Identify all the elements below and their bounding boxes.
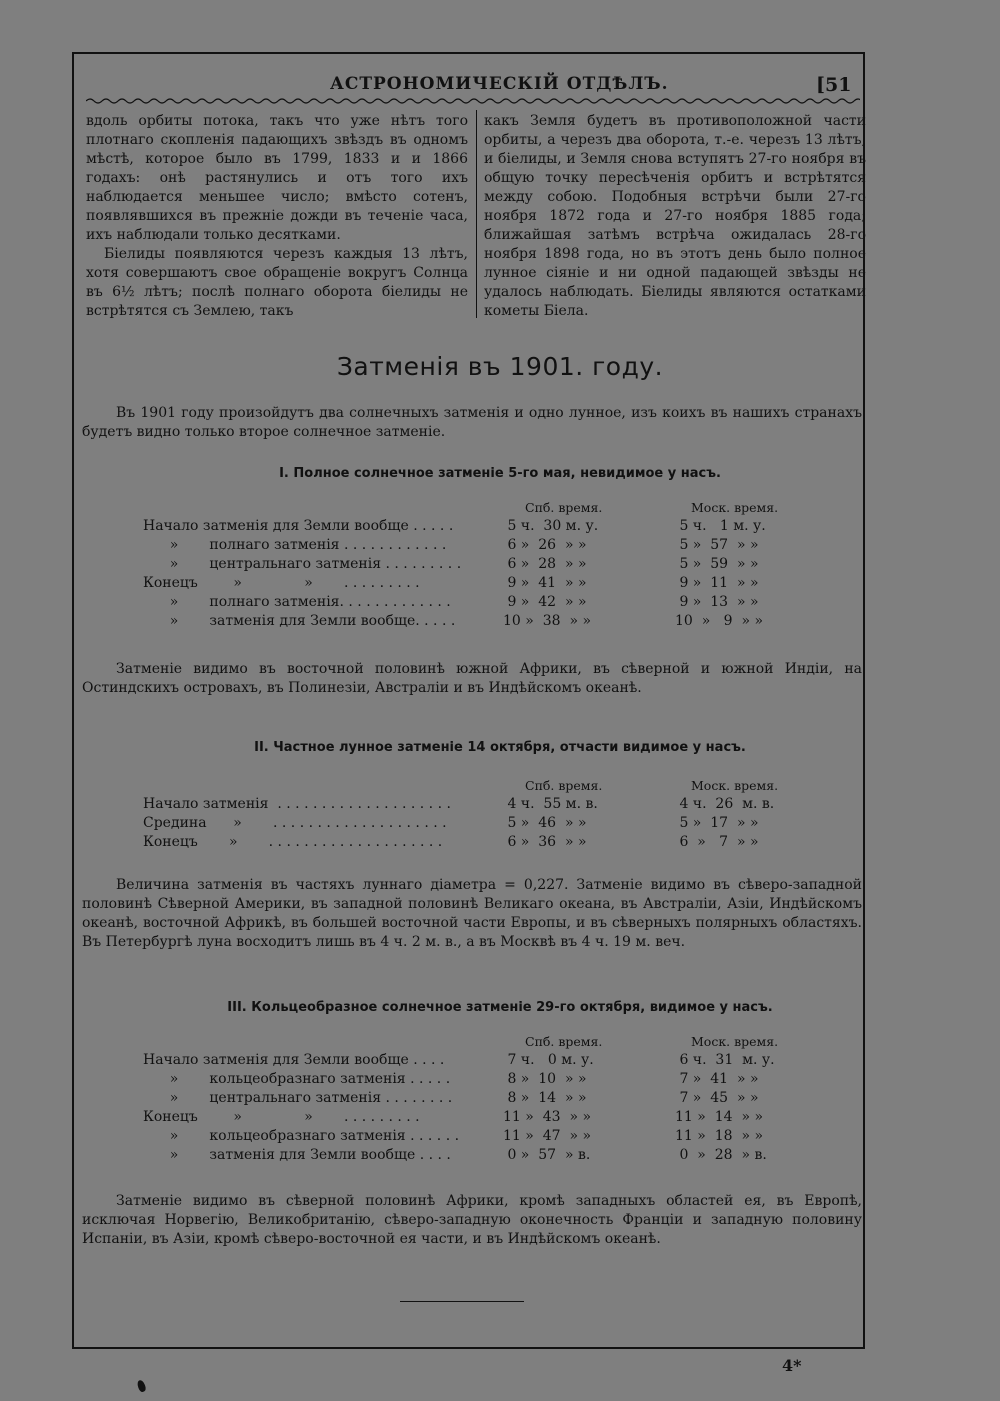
- section-intro: Въ 1901 году произойдутъ два солнечныхъ затменія и одно лунное, изъ коихъ въ нашихъ странахъ будетъ видно только второе солнечное затменіе.: [82, 405, 862, 440]
- eclipse3-table: [143, 1032, 803, 1165]
- row-spb: 8 » 14 » »: [503, 1090, 587, 1106]
- table-row: [143, 536, 803, 555]
- row-msk: 5 ч. 1 м. у.: [675, 518, 766, 534]
- row-label: » полнаго затменія . . . . . . . . . . . .: [143, 537, 447, 553]
- row-spb: 11 » 47 » »: [503, 1128, 592, 1144]
- row-label: » кольцеобразнаго затменія . . . . . .: [143, 1128, 460, 1144]
- row-label: » полнаго затменія. . . . . . . . . . . . .: [143, 594, 451, 610]
- section-title: Затменія въ 1901. году.: [336, 352, 664, 381]
- row-spb: 6 » 26 » »: [503, 537, 587, 553]
- col-msk-header: Моск. время.: [691, 1034, 779, 1049]
- intro-right-paragraph-1: какъ Земля будетъ въ противоположной части орбиты, а черезъ два оборота, т.-е. черезъ 13 лѣтъ, и біелиды, и Земля снова вступятъ 27-го ноября въ общую точку пересѣченія орбитъ и встрѣтятся между собою. Подобныя встрѣчи были 27-го ноября 1872 года и 27-го ноября 1885 года; ближайшая затѣмъ встрѣча ожидалась 28-го ноября 1898 года, но въ этотъ день было полное лунное сіяніе и ни одной падающей звѣзды не удалось наблюдать. Біелиды являются остатками кометы Біела.: [484, 113, 866, 319]
- table-header: [143, 498, 803, 517]
- row-spb: 6 » 28 » »: [503, 556, 587, 572]
- page-number: [51: [816, 74, 852, 96]
- row-label: Конецъ » » . . . . . . . . .: [143, 1109, 420, 1125]
- row-msk: 11 » 14 » »: [675, 1109, 764, 1125]
- table-row: [143, 612, 803, 631]
- row-msk: 0 » 28 » в.: [675, 1147, 767, 1163]
- row-spb: 4 ч. 55 м. в.: [503, 796, 598, 812]
- row-label: Конецъ » . . . . . . . . . . . . . . . . . . . .: [143, 834, 443, 850]
- closing-rule: [400, 1301, 524, 1302]
- row-label: Средина » . . . . . . . . . . . . . . . . . . . .: [143, 815, 447, 831]
- row-msk: 4 ч. 26 м. в.: [675, 796, 775, 812]
- table-row: [143, 1070, 803, 1089]
- row-label: Начало затменія для Земли вообще . . . .: [143, 1052, 445, 1068]
- eclipse2-table: [143, 776, 803, 852]
- table-row: [143, 555, 803, 574]
- row-label: Конецъ » » . . . . . . . . .: [143, 575, 420, 591]
- row-label: » центральнаго затменія . . . . . . . . .: [143, 556, 462, 572]
- intro-column-left: [86, 112, 468, 321]
- table-header: [143, 776, 803, 795]
- col-spb-header: Спб. время.: [525, 1034, 603, 1049]
- eclipse1-title: I. Полное солнечное затменіе 5-го мая, невидимое у насъ.: [279, 466, 721, 481]
- row-msk: 7 » 41 » »: [675, 1071, 759, 1087]
- row-msk: 7 » 45 » »: [675, 1090, 759, 1106]
- table-row: [143, 795, 803, 814]
- row-label: » кольцеобразнаго затменія . . . . .: [143, 1071, 451, 1087]
- row-msk: 6 » 7 » »: [675, 834, 759, 850]
- table-row: [143, 1127, 803, 1146]
- eclipse1-note: Затменіе видимо въ восточной половинѣ южной Африки, въ сѣверной и южной Индіи, на Остиндскихъ островахъ, въ Полинезіи, Австраліи и въ Индѣйскомъ океанѣ.: [82, 661, 862, 696]
- intro-left-paragraph-1: вдоль орбиты потока, такъ что уже нѣтъ того плотнаго скопленія падающихъ звѣздъ въ одномъ мѣстѣ, которое было въ 1799, 1833 и и 1866 годахъ: онѣ растянулись и отъ того ихъ наблюдается меньшее число; вмѣсто сотенъ, появлявшихся въ прежніе дожди въ теченіе часа, ихъ наблюдали только десятками.: [86, 113, 468, 243]
- intro-left-paragraph-2: Біелиды появляются черезъ каждыя 13 лѣтъ, хотя совершаютъ свое обращеніе вокругъ Солнца въ 6½ лѣтъ; послѣ полнаго оборота біелиды не встрѣтятся съ Землею, такъ: [86, 246, 468, 319]
- row-spb: 6 » 36 » »: [503, 834, 587, 850]
- row-msk: 9 » 11 » »: [675, 575, 759, 591]
- signature-mark: 4*: [782, 1356, 802, 1375]
- col-msk-header: Моск. время.: [691, 778, 779, 793]
- row-msk: 5 » 59 » »: [675, 556, 759, 572]
- row-msk: 6 ч. 31 м. у.: [675, 1052, 775, 1068]
- row-msk: 9 » 13 » »: [675, 594, 759, 610]
- row-spb: 10 » 38 » »: [503, 613, 592, 629]
- row-spb: 5 » 46 » »: [503, 815, 587, 831]
- row-spb: 8 » 10 » »: [503, 1071, 587, 1087]
- eclipse3-title: III. Кольцеобразное солнечное затменіе 29-го октября, видимое у насъ.: [227, 1000, 773, 1015]
- table-row: [143, 1146, 803, 1165]
- row-spb: 11 » 43 » »: [503, 1109, 592, 1125]
- row-msk: 5 » 17 » »: [675, 815, 759, 831]
- running-header: АСТРОНОМИЧЕСКІЙ ОТДѢЛЪ.: [330, 74, 669, 94]
- eclipse1-table: [143, 498, 803, 631]
- col-spb-header: Спб. время.: [525, 500, 603, 515]
- row-spb: 0 » 57 » в.: [503, 1147, 591, 1163]
- eclipse3-note: Затменіе видимо въ сѣверной половинѣ Африки, кромѣ западныхъ областей ея, въ Европѣ, исключая Норвегію, Великобританію, сѣверо-западную оконечность Франціи и западную половину Испаніи, въ Азіи, кромѣ сѣверо-восточной ея части, и въ Индѣйскомъ океанѣ.: [82, 1193, 862, 1247]
- col-msk-header: Моск. время.: [691, 500, 779, 515]
- eclipse2-title: II. Частное лунное затменіе 14 октября, отчасти видимое у насъ.: [254, 740, 746, 755]
- table-row: [143, 1051, 803, 1070]
- row-spb: 5 ч. 30 м. у.: [503, 518, 599, 534]
- row-label: Начало затменія для Земли вообще . . . . .: [143, 518, 454, 534]
- column-divider: [476, 110, 477, 318]
- row-label: » затменія для Земли вообще . . . .: [143, 1147, 451, 1163]
- intro-column-right: [484, 112, 866, 321]
- row-label: » затменія для Земли вообще. . . . .: [143, 613, 456, 629]
- col-spb-header: Спб. время.: [525, 778, 603, 793]
- row-msk: 10 » 9 » »: [675, 613, 764, 629]
- row-spb: 7 ч. 0 м. у.: [503, 1052, 594, 1068]
- table-row: [143, 1108, 803, 1127]
- row-msk: 11 » 18 » »: [675, 1128, 764, 1144]
- row-label: Начало затменія . . . . . . . . . . . . . . . . . . . .: [143, 796, 451, 812]
- table-row: [143, 833, 803, 852]
- header-wavy-rule: [86, 96, 860, 106]
- table-row: [143, 814, 803, 833]
- table-row: [143, 593, 803, 612]
- table-row: [143, 517, 803, 536]
- row-spb: 9 » 42 » »: [503, 594, 587, 610]
- row-label: » центральнаго затменія . . . . . . . .: [143, 1090, 453, 1106]
- row-spb: 9 » 41 » »: [503, 575, 587, 591]
- eclipse2-note: Величина затменія въ частяхъ луннаго діаметра = 0,227. Затменіе видимо въ сѣверо-западной половинѣ Сѣверной Америки, въ западной половинѣ Великаго океана, въ Австраліи, Азіи, Индѣйскомъ океанѣ, восточной Африкѣ, въ большей восточной части Европы, и въ сѣверныхъ полярныхъ областяхъ. Въ Петербургѣ луна восходитъ лишь въ 4 ч. 2 м. в., а въ Москвѣ въ 4 ч. 19 м. веч.: [82, 877, 862, 950]
- ink-blot: [136, 1379, 147, 1393]
- table-header: [143, 1032, 803, 1051]
- table-row: [143, 1089, 803, 1108]
- row-msk: 5 » 57 » »: [675, 537, 759, 553]
- table-row: [143, 574, 803, 593]
